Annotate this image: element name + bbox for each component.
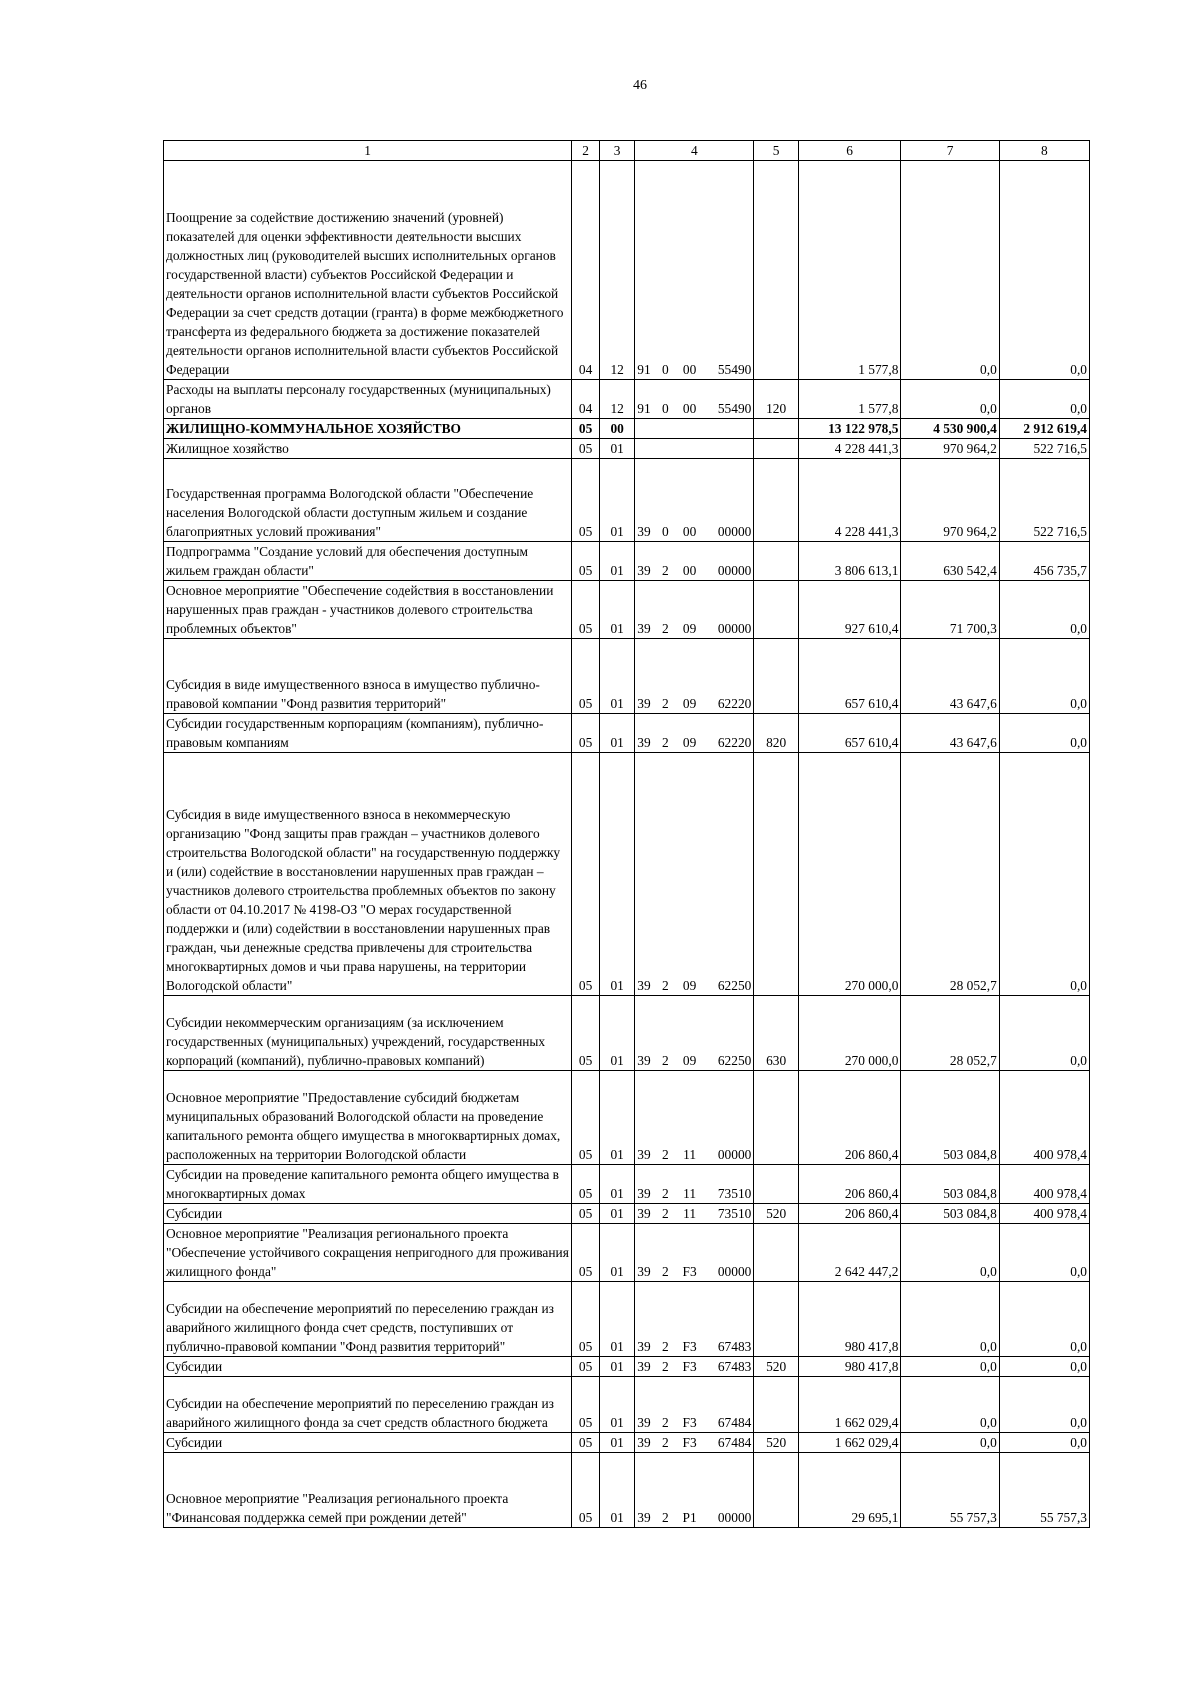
subprogram-code: 2 — [655, 1204, 675, 1224]
amount-col-7: 0,0 — [901, 1357, 999, 1377]
expense-type-code — [754, 1377, 799, 1433]
subsection-code: 01 — [600, 639, 635, 714]
subprogram-code: 2 — [655, 1165, 675, 1204]
amount-col-8: 55 757,3 — [999, 1453, 1089, 1528]
amount-col-7: 4 530 900,4 — [901, 419, 999, 439]
table-header-row — [164, 141, 1090, 161]
row-name: Субсидия в виде имущественного взноса в некоммерческую организацию "Фонд защиты прав граждан – участников долевого строительства Вологодской области" на государственную поддержку и (или) содействие в восстановлении нарушенных прав граждан – участников долевого строительства проблемных объектов по закону области от 04.10.2017 № 4198-ОЗ "О мерах государственной поддержки и (или) содействии в восстановлении нарушенных прав граждан, чьи денежные средства привлечены для строительства многоквартирных домов и чьи права нарушены, на территории Вологодской области" — [164, 753, 572, 996]
subsection-code: 01 — [600, 1377, 635, 1433]
expense-type-code: 520 — [754, 1204, 799, 1224]
program-code: 39 — [635, 581, 656, 639]
amount-col-7: 55 757,3 — [901, 1453, 999, 1528]
amount-col-6: 3 806 613,1 — [798, 542, 901, 581]
amount-col-6: 270 000,0 — [798, 996, 901, 1071]
table-row — [164, 1071, 1090, 1165]
direction-code: 55490 — [704, 380, 754, 419]
subsection-code: 01 — [600, 1282, 635, 1357]
section-code: 05 — [572, 1357, 600, 1377]
section-code: 05 — [572, 1282, 600, 1357]
table-row — [164, 1357, 1090, 1377]
expense-type-code — [754, 439, 799, 459]
budget-table — [163, 140, 1090, 1528]
amount-col-7: 43 647,6 — [901, 714, 999, 753]
event-code: 11 — [675, 1204, 704, 1224]
amount-col-8: 0,0 — [999, 996, 1089, 1071]
expense-type-code — [754, 459, 799, 542]
section-code: 05 — [572, 542, 600, 581]
amount-col-6: 206 860,4 — [798, 1165, 901, 1204]
subprogram-code: 2 — [655, 1377, 675, 1433]
direction-code: 55490 — [704, 161, 754, 380]
amount-col-6: 270 000,0 — [798, 753, 901, 996]
amount-col-8: 2 912 619,4 — [999, 419, 1089, 439]
program-code: 39 — [635, 1453, 656, 1528]
subprogram-code: 2 — [655, 996, 675, 1071]
table-row — [164, 459, 1090, 542]
amount-col-7: 71 700,3 — [901, 581, 999, 639]
program-code: 39 — [635, 1071, 656, 1165]
amount-col-6: 1 662 029,4 — [798, 1377, 901, 1433]
section-code: 05 — [572, 1204, 600, 1224]
amount-col-6: 1 577,8 — [798, 380, 901, 419]
header-col-5: 5 — [754, 141, 799, 161]
section-code: 05 — [572, 419, 600, 439]
table-body — [164, 161, 1090, 1528]
expense-type-code: 630 — [754, 996, 799, 1071]
amount-col-6: 2 642 447,2 — [798, 1224, 901, 1282]
direction-code: 62220 — [704, 639, 754, 714]
subprogram-code: 0 — [655, 459, 675, 542]
amount-col-7: 0,0 — [901, 1282, 999, 1357]
table-row — [164, 439, 1090, 459]
amount-col-6: 29 695,1 — [798, 1453, 901, 1528]
header-col-2: 2 — [572, 141, 600, 161]
table-row — [164, 714, 1090, 753]
section-code: 05 — [572, 753, 600, 996]
section-code: 04 — [572, 380, 600, 419]
expense-type-code: 820 — [754, 714, 799, 753]
amount-col-8: 0,0 — [999, 380, 1089, 419]
subprogram-code: 2 — [655, 753, 675, 996]
amount-col-8: 0,0 — [999, 1357, 1089, 1377]
direction-code: 67484 — [704, 1433, 754, 1453]
expense-type-code — [754, 639, 799, 714]
subsection-code: 01 — [600, 439, 635, 459]
expense-type-code — [754, 1071, 799, 1165]
subsection-code: 01 — [600, 581, 635, 639]
section-code: 05 — [572, 1224, 600, 1282]
direction-code: 00000 — [704, 459, 754, 542]
program-code: 39 — [635, 1204, 656, 1224]
subsection-code: 01 — [600, 1357, 635, 1377]
row-name: Жилищное хозяйство — [164, 439, 572, 459]
page-number: 46 — [633, 78, 647, 93]
amount-col-7: 28 052,7 — [901, 753, 999, 996]
header-col-4: 4 — [635, 141, 754, 161]
program-code: 91 — [635, 161, 656, 380]
subsection-code: 01 — [600, 996, 635, 1071]
amount-col-7: 28 052,7 — [901, 996, 999, 1071]
event-code: 00 — [675, 459, 704, 542]
event-code: F3 — [675, 1357, 704, 1377]
subprogram-code: 2 — [655, 1282, 675, 1357]
subprogram-code: 2 — [655, 1357, 675, 1377]
expense-type-code: 520 — [754, 1357, 799, 1377]
event-code: F3 — [675, 1433, 704, 1453]
direction-code: 62250 — [704, 753, 754, 996]
table-row — [164, 1377, 1090, 1433]
amount-col-7: 0,0 — [901, 380, 999, 419]
amount-col-6: 927 610,4 — [798, 581, 901, 639]
subsection-code: 01 — [600, 1204, 635, 1224]
expense-type-code — [754, 161, 799, 380]
amount-col-8: 400 978,4 — [999, 1071, 1089, 1165]
subsection-code: 00 — [600, 419, 635, 439]
table-row — [164, 1165, 1090, 1204]
amount-col-8: 522 716,5 — [999, 459, 1089, 542]
table-row — [164, 1282, 1090, 1357]
row-name: Субсидии — [164, 1204, 572, 1224]
amount-col-7: 503 084,8 — [901, 1165, 999, 1204]
section-code: 05 — [572, 996, 600, 1071]
direction-code: 00000 — [704, 542, 754, 581]
direction-code: 73510 — [704, 1165, 754, 1204]
subsection-code: 01 — [600, 1453, 635, 1528]
amount-col-8: 0,0 — [999, 161, 1089, 380]
program-code: 39 — [635, 542, 656, 581]
amount-col-7: 0,0 — [901, 1224, 999, 1282]
subprogram-code: 2 — [655, 1453, 675, 1528]
program-code: 39 — [635, 459, 656, 542]
program-code: 39 — [635, 1357, 656, 1377]
event-code: 00 — [675, 161, 704, 380]
amount-col-7: 970 964,2 — [901, 459, 999, 542]
amount-col-7: 0,0 — [901, 1433, 999, 1453]
program-code — [635, 439, 656, 459]
expense-type-code — [754, 1224, 799, 1282]
section-code: 05 — [572, 1165, 600, 1204]
amount-col-6: 980 417,8 — [798, 1282, 901, 1357]
table-row — [164, 542, 1090, 581]
amount-col-7: 0,0 — [901, 1377, 999, 1433]
subprogram-code — [655, 439, 675, 459]
row-name: Субсидии на обеспечение мероприятий по переселению граждан из аварийного жилищного фонда за счет средств областного бюджета — [164, 1377, 572, 1433]
amount-col-7: 0,0 — [901, 161, 999, 380]
direction-code: 73510 — [704, 1204, 754, 1224]
subprogram-code — [655, 419, 675, 439]
expense-type-code — [754, 1165, 799, 1204]
amount-col-7: 503 084,8 — [901, 1204, 999, 1224]
direction-code — [704, 439, 754, 459]
subsection-code: 01 — [600, 714, 635, 753]
direction-code: 00000 — [704, 581, 754, 639]
amount-col-8: 0,0 — [999, 753, 1089, 996]
row-name: Подпрограмма "Создание условий для обеспечения доступным жильем граждан области" — [164, 542, 572, 581]
table-row — [164, 161, 1090, 380]
event-code: 09 — [675, 996, 704, 1071]
subprogram-code: 2 — [655, 1433, 675, 1453]
row-name: Субсидии государственным корпорациям (компаниям), публично-правовым компаниям — [164, 714, 572, 753]
program-code: 39 — [635, 1224, 656, 1282]
subprogram-code: 2 — [655, 1224, 675, 1282]
amount-col-7: 43 647,6 — [901, 639, 999, 714]
amount-col-6: 657 610,4 — [798, 639, 901, 714]
section-code: 05 — [572, 1433, 600, 1453]
program-code — [635, 419, 656, 439]
subprogram-code: 2 — [655, 542, 675, 581]
program-code: 39 — [635, 1165, 656, 1204]
amount-col-8: 0,0 — [999, 581, 1089, 639]
table-row — [164, 1204, 1090, 1224]
program-code: 39 — [635, 753, 656, 996]
section-code: 05 — [572, 459, 600, 542]
amount-col-8: 456 735,7 — [999, 542, 1089, 581]
amount-col-6: 1 577,8 — [798, 161, 901, 380]
row-name: ЖИЛИЩНО-КОММУНАЛЬНОЕ ХОЗЯЙСТВО — [164, 419, 572, 439]
subsection-code: 01 — [600, 459, 635, 542]
amount-col-8: 0,0 — [999, 1282, 1089, 1357]
event-code — [675, 439, 704, 459]
program-code: 39 — [635, 714, 656, 753]
event-code: P1 — [675, 1453, 704, 1528]
program-code: 39 — [635, 639, 656, 714]
table-row — [164, 419, 1090, 439]
row-name: Расходы на выплаты персоналу государственных (муниципальных) органов — [164, 380, 572, 419]
direction-code: 67483 — [704, 1357, 754, 1377]
subprogram-code: 0 — [655, 161, 675, 380]
direction-code: 00000 — [704, 1071, 754, 1165]
amount-col-8: 0,0 — [999, 639, 1089, 714]
expense-type-code — [754, 1282, 799, 1357]
table-row — [164, 1433, 1090, 1453]
program-code: 39 — [635, 996, 656, 1071]
subprogram-code: 0 — [655, 380, 675, 419]
table-row — [164, 380, 1090, 419]
table-row — [164, 753, 1090, 996]
direction-code — [704, 419, 754, 439]
subsection-code: 01 — [600, 753, 635, 996]
event-code: 00 — [675, 380, 704, 419]
row-name: Субсидии на обеспечение мероприятий по переселению граждан из аварийного жилищного фонда счет средств, поступивших от публично-правовой компании "Фонд развития территорий" — [164, 1282, 572, 1357]
event-code: F3 — [675, 1224, 704, 1282]
subsection-code: 01 — [600, 1224, 635, 1282]
subsection-code: 12 — [600, 161, 635, 380]
table-row — [164, 1453, 1090, 1528]
expense-type-code — [754, 753, 799, 996]
expense-type-code: 520 — [754, 1433, 799, 1453]
event-code: 09 — [675, 639, 704, 714]
event-code: 11 — [675, 1071, 704, 1165]
amount-col-7: 970 964,2 — [901, 439, 999, 459]
program-code: 39 — [635, 1377, 656, 1433]
amount-col-8: 0,0 — [999, 1377, 1089, 1433]
amount-col-8: 0,0 — [999, 1224, 1089, 1282]
direction-code: 62250 — [704, 996, 754, 1071]
amount-col-6: 13 122 978,5 — [798, 419, 901, 439]
row-name: Субсидии на проведение капитального ремонта общего имущества в многоквартирных домах — [164, 1165, 572, 1204]
subsection-code: 01 — [600, 542, 635, 581]
subsection-code: 01 — [600, 1071, 635, 1165]
row-name: Субсидии — [164, 1357, 572, 1377]
row-name: Поощрение за содействие достижению значений (уровней) показателей для оценки эффективности деятельности высших должностных лиц (руководителей высших исполнительных органов государственной власти) субъектов Российской Федерации и деятельности органов исполнительной власти субъектов Российской Федерации за счет средств дотации (гранта) в форме межбюджетного трансферта из федерального бюджета за достижение показателей деятельности органов исполнительной власти субъектов Российской Федерации — [164, 161, 572, 380]
amount-col-8: 400 978,4 — [999, 1204, 1089, 1224]
row-name: Основное мероприятие "Обеспечение содействия в восстановлении нарушенных прав граждан - участников долевого строительства проблемных объектов" — [164, 581, 572, 639]
amount-col-6: 4 228 441,3 — [798, 459, 901, 542]
direction-code: 62220 — [704, 714, 754, 753]
row-name: Субсидии некоммерческим организациям (за исключением государственных (муниципальных) учреждений, государственных корпораций (компаний), публично-правовых компаний) — [164, 996, 572, 1071]
table-row — [164, 996, 1090, 1071]
event-code: F3 — [675, 1377, 704, 1433]
program-code: 91 — [635, 380, 656, 419]
section-code: 05 — [572, 639, 600, 714]
section-code: 05 — [572, 1377, 600, 1433]
expense-type-code — [754, 1453, 799, 1528]
event-code: 09 — [675, 581, 704, 639]
expense-type-code: 120 — [754, 380, 799, 419]
row-name: Государственная программа Вологодской области "Обеспечение населения Вологодской области доступным жильем и создание благоприятных условий проживания" — [164, 459, 572, 542]
subprogram-code: 2 — [655, 639, 675, 714]
subsection-code: 01 — [600, 1165, 635, 1204]
header-col-1: 1 — [164, 141, 572, 161]
header-col-3: 3 — [600, 141, 635, 161]
header-col-7: 7 — [901, 141, 999, 161]
amount-col-8: 0,0 — [999, 714, 1089, 753]
amount-col-8: 522 716,5 — [999, 439, 1089, 459]
program-code: 39 — [635, 1282, 656, 1357]
event-code: F3 — [675, 1282, 704, 1357]
subsection-code: 01 — [600, 1433, 635, 1453]
amount-col-7: 630 542,4 — [901, 542, 999, 581]
event-code: 00 — [675, 542, 704, 581]
row-name: Основное мероприятие "Реализация регионального проекта "Финансовая поддержка семей при рождении детей" — [164, 1453, 572, 1528]
subprogram-code: 2 — [655, 1071, 675, 1165]
row-name: Субсидия в виде имущественного взноса в имущество публично-правовой компании "Фонд развития территорий" — [164, 639, 572, 714]
section-code: 05 — [572, 1071, 600, 1165]
amount-col-8: 400 978,4 — [999, 1165, 1089, 1204]
section-code: 05 — [572, 439, 600, 459]
section-code: 04 — [572, 161, 600, 380]
amount-col-8: 0,0 — [999, 1433, 1089, 1453]
expense-type-code — [754, 419, 799, 439]
expense-type-code — [754, 542, 799, 581]
amount-col-6: 206 860,4 — [798, 1071, 901, 1165]
amount-col-7: 503 084,8 — [901, 1071, 999, 1165]
direction-code: 67483 — [704, 1282, 754, 1357]
subprogram-code: 2 — [655, 581, 675, 639]
header-col-6: 6 — [798, 141, 901, 161]
section-code: 05 — [572, 1453, 600, 1528]
direction-code: 00000 — [704, 1453, 754, 1528]
event-code: 11 — [675, 1165, 704, 1204]
amount-col-6: 980 417,8 — [798, 1357, 901, 1377]
row-name: Основное мероприятие "Реализация регионального проекта "Обеспечение устойчивого сокращения непригодного для проживания жилищного фонда" — [164, 1224, 572, 1282]
event-code: 09 — [675, 753, 704, 996]
event-code: 09 — [675, 714, 704, 753]
program-code: 39 — [635, 1433, 656, 1453]
subsection-code: 12 — [600, 380, 635, 419]
table-row — [164, 1224, 1090, 1282]
subprogram-code: 2 — [655, 714, 675, 753]
section-code: 05 — [572, 714, 600, 753]
amount-col-6: 657 610,4 — [798, 714, 901, 753]
amount-col-6: 1 662 029,4 — [798, 1433, 901, 1453]
event-code — [675, 419, 704, 439]
table-row — [164, 581, 1090, 639]
amount-col-6: 4 228 441,3 — [798, 439, 901, 459]
header-col-8: 8 — [999, 141, 1089, 161]
amount-col-6: 206 860,4 — [798, 1204, 901, 1224]
row-name: Основное мероприятие "Предоставление субсидий бюджетам муниципальных образований Вологодской области на проведение капитального ремонта общего имущества в многоквартирных домах, расположенных на территории Вологодской области — [164, 1071, 572, 1165]
direction-code: 67484 — [704, 1377, 754, 1433]
direction-code: 00000 — [704, 1224, 754, 1282]
row-name: Субсидии — [164, 1433, 572, 1453]
section-code: 05 — [572, 581, 600, 639]
expense-type-code — [754, 581, 799, 639]
table-row — [164, 639, 1090, 714]
